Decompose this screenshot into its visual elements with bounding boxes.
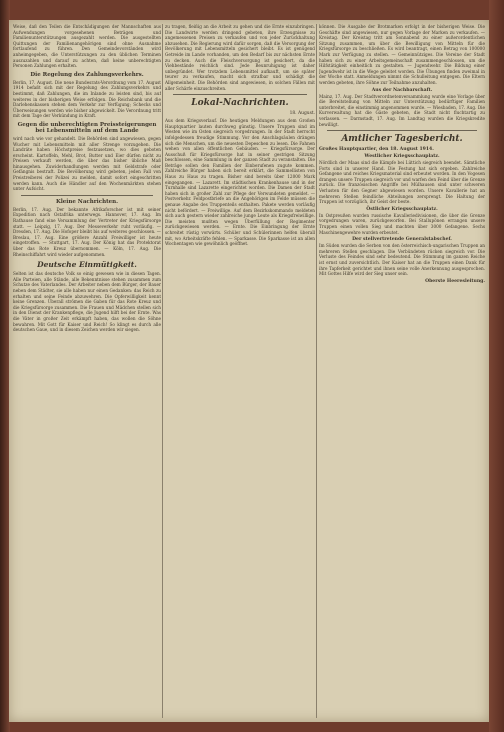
- report-dateline: Großes Hauptquartier, den 18. August 1914.: [319, 147, 434, 153]
- column-1: [13, 24, 161, 718]
- headline-short-news: Kleine Nachrichten.: [55, 198, 119, 205]
- column-rule: [316, 24, 317, 718]
- headline-local-news: Lokal-Nachrichten.: [191, 98, 289, 109]
- column-2: [165, 24, 315, 718]
- headline-official-report: Amtlicher Tagesbericht.: [341, 134, 463, 145]
- divider: [21, 195, 153, 196]
- local-news-date: 18. August.: [289, 111, 315, 117]
- headline-eastern-front: Östlicher Kriegsschauplatz.: [366, 206, 438, 212]
- headline-price-increases: Gegen die unberechtigten Preissteigerungen bei Lebensmitteln auf dem Lande: [17, 121, 157, 134]
- headline-german-unity: Deutsche Einmütigkeit.: [37, 260, 137, 270]
- column-1-paragraph-4: Berlin, 17. Aug. Der bekannte Afrikaforscher ist mit seiner Expedition nach Ostafrika unterwegs. Hannover, 17. Aug. Im Rathause fand eine Versammlung der Vertreter der Kriegsfürsorge statt. — Leipzig, 17. Aug. Der Messeverkehr ruht vorläufig. — Dresden, 17. Aug. Die Hofoper bleibt bis auf weiteres geschlossen. — Breslau, 17. Aug. Eine größere Anzahl Freiwilliger ist heute eingetroffen. — Stuttgart, 17. Aug. Der König hat das Protektorat über das Rote Kreuz übernommen. — Köln, 17. Aug. Die Rheinschiffahrt wird wieder aufgenommen.: [13, 206, 161, 257]
- column-3-paragraph-4: In Ostpreußen wurden russische Kavalleriedivisionen, die über die Grenze vorgedrungen waren, zurückgeworfen. Bei Stallupönen errangen unsere Truppen einen vollen Sieg und machten über 3000 Gefangene. Sechs Maschinengewehre wurden erbeutet.: [319, 212, 485, 235]
- column-1-paragraph-2: Berlin, 17. August. Die neue Bundesrats-Verordnung vom 17. August 1914 befaßt sich mit der Regelung des Zahlungsverkehrs und bestimmt, daß Zahlungen, die im Inlande zu leisten sind, bis auf weiteres in der bisherigen Weise erfolgen. Die Reichsbank und die Darlehenskassen stehen dem Verkehr zur Verfügung; Schecks und Überweisungen werden wie bisher abgewickelt. Die Verordnung tritt mit dem Tage der Verkündung in Kraft.: [13, 79, 161, 119]
- column-3-paragraph-3: Nördlich der Maas sind die Kämpfe bei Lüttich siegreich beendet. Sämtliche Forts sind in unserer Hand. Die Festung hat sich ergeben. Zahlreiche Gefangene und reiches Kriegsmaterial sind erbeutet worden. In den Vogesen drangen unsere Truppen siegreich vor und warfen den Feind über die Grenze zurück. Die französischen Angriffe bei Mülhausen sind unter schweren Verlusten für den Gegner abgewiesen worden. Unsere Kavallerie hat an mehreren Stellen feindliche Abteilungen zersprengt. Die Haltung der Truppen ist vorzüglich, ihr Geist der beste.: [319, 160, 485, 205]
- newspaper-page: [9, 20, 489, 722]
- column-3-paragraph-2: Mainz, 17. Aug. Der Stadtverordnetenversammlung wurde eine Vorlage über die Bereitstellung von Mitteln zur Unterstützung bedürftiger Familien unterbreitet, die einstimmig angenommen wurde. — Wiesbaden, 17. Aug. Die Kurverwaltung hat die Gäste gebeten, die Stadt nicht fluchtartig zu verlassen. — Darmstadt, 17. Aug. Im Landtag wurden die Kriegskredite bewilligt.: [319, 93, 485, 127]
- column-1-paragraph-3: wird nach wie vor gehandelt. Die Behörden sind angewiesen, gegen Wucher mit Lebensmitteln mit aller Strenge vorzugehen. Die Landräte haben Höchstpreise festzusetzen, wo dies geboten erscheint. Kartoffeln, Mehl, Brot, Butter und Eier dürfen nicht zu Preisen verkauft werden, die über das bisher übliche Maß hinausgehen. Zuwiderhandlungen werden mit Geldstrafe oder Gefängnis bestraft. Die Bevölkerung wird gebeten, jeden Fall von Preistreiberei der Polizei zu melden, damit sofort eingeschritten werden kann. Auch die Händler auf den Wochenmärkten stehen unter Aufsicht.: [13, 135, 161, 192]
- headline-general-staff: Der stellvertretende Generalstabschef.: [352, 237, 452, 243]
- column-1-paragraph-1: Weise, daß den Teilen die Entschädigungen der Mannschaften aus Aufwendungen vorgesehenen Beträgen und Familienunterstützungen ausgezahlt werden. Die ausgestellten Quittungen der Familienangehörigen sind ohne Ausnahme fortlaufend zu führen. Den Gemeindevorständen wird anheimgegeben, die Unterstützungen zu den üblichen Terminen auszuzahlen und darauf zu achten, daß keine unberechtigten Personen Zahlungen erhalten.: [13, 24, 161, 69]
- column-2-paragraph-1: zu tragen, fleißig an die Arbeit zu gehen und die Ernte einzubringen. Die Landwirte werden dringend gebeten, ihre Erzeugnisse zu angemessenen Preisen zu verkaufen und von jeder Zurückhaltung abzusehen. Die Regierung wird dafür sorgen, daß die Versorgung der Bevölkerung mit Lebensmitteln gesichert bleibt. Es ist genügend Getreide im Lande vorhanden, um den Bedarf bis zur nächsten Ernte zu decken. Auch die Fleischversorgung ist gesichert, da die Viehbestände reichlich sind. Jede Beunruhigung ist daher unbegründet. Wer trotzdem Lebensmittel aufkauft, um sie später teurer zu verkaufen, macht sich strafbar und schädigt die Allgemeinheit. Die Behörden sind angewiesen, in solchen Fällen mit aller Schärfe einzuschreiten.: [165, 24, 315, 91]
- column-2-paragraph-2: Aus dem Kriegsverlauf. Die heutigen Meldungen aus dem Großen Hauptquartier lauten durchweg günstig. Unsere Truppen sind im Westen wie im Osten siegreich vorgedrungen. In der Stadt herrscht infolgedessen freudige Stimmung. Vor den Anschlagsäulen drängen sich die Menschen, um die neuesten Depeschen zu lesen. Die Fahnen wehen von allen öffentlichen Gebäuden. — Kriegsfürsorge. Der Ausschuß für Kriegsfürsorge hat in seiner gestrigen Sitzung beschlossen, eine Sammlung in der ganzen Stadt zu veranstalten. Die Beträge sollen den Familien der Einberufenen zugute kommen. Zahlreiche Bürger haben sich bereit erklärt, die Sammellisten von Haus zu Haus zu tragen. Bisher sind bereits über 12000 Mark eingegangen. — Lazarett. Im städtischen Krankenhause und in der Turnhalle sind Lazarette eingerichtet worden. Die Damen der Stadt haben sich in großer Zahl zur Pflege der Verwundeten gemeldet. — Postverkehr. Feldpostbriefe an die Angehörigen im Felde müssen die genaue Angabe des Truppenteils enthalten. Pakete werden vorläufig nicht befördert. — Freiwillige. Auf dem Bezirkskommando meldeten sich auch gestern wieder zahlreiche junge Leute als Kriegsfreiwillige. Die meisten mußten wegen Überfüllung der Regimenter zurückgewiesen werden. — Ernte. Die Einbringung der Ernte schreitet rüstig vorwärts. Schüler und Schülerinnen helfen überall mit, wo Arbeitskräfte fehlen. — Sparkasse. Die Sparkasse ist an allen Wochentagen wie gewöhnlich geöffnet.: [165, 118, 315, 247]
- signature-army-command: Oberste Heeresleitung.: [425, 278, 485, 284]
- headline-western-front: Westlicher Kriegsschauplatz.: [364, 154, 440, 160]
- column-rule: [162, 24, 163, 718]
- headline-neighbourhood: Aus der Nachbarschaft.: [371, 87, 433, 93]
- column-3: [319, 24, 485, 718]
- column-3-paragraph-1: können. Die Ausgabe der Brotmarken erfolgt in der bisherigen Weise. Die Geschäfte sind angewiesen, nur gegen Vorlage der Marken zu verkaufen. — Kreistag. Der Kreistag tritt am Sonnabend zu einer außerordentlichen Sitzung zusammen, um über die Bewilligung von Mitteln für die Kriegsfürsorge zu beschließen. Es wird beantragt, einen Betrag von 100000 Mark zur Verfügung zu stellen. — Gemeinnütziges. Die Vereine der Stadt haben sich zu einer Arbeitsgemeinschaft zusammengeschlossen, um die Hilfstätigkeit einheitlich zu gestalten. — Jugendwehr. Die Bildung einer Jugendwehr ist in die Wege geleitet worden. Die Übungen finden zweimal in der Woche statt. Anmeldungen nimmt die Schulleitung entgegen. Die Eltern werden gebeten, ihre Söhne zur Teilnahme anzuhalten.: [319, 24, 485, 85]
- column-3-paragraph-5: Im Süden wurden die Serben von den österreichisch-ungarischen Truppen an mehreren Stellen geschlagen. Die Verbündeten rücken siegreich vor. Die Verluste des Feindes sind sehr bedeutend. Die Stimmung im ganzen Reiche ist ernst und zuversichtlich. Der Kaiser hat an die Truppen einen Dank für ihre Tapferkeit gerichtet und ihnen seine volle Anerkennung ausgesprochen. Mit Gottes Hilfe wird der Sieg unser sein.: [319, 243, 485, 277]
- divider: [327, 130, 477, 131]
- page-edge: [489, 0, 504, 732]
- column-1-paragraph-5: Selten ist das deutsche Volk so einig gewesen wie in diesen Tagen. Alle Parteien, alle Stände, alle Bekenntnisse stehen zusammen zum Schutze des Vaterlandes. Der Arbeiter neben dem Bürger, der Bauer neben dem Städter, sie alle haben nur einen Gedanken: das Reich zu erhalten und seine Feinde abzuwehren. Die Opferwilligkeit kennt keine Grenzen. Überall strömen die Gaben für das Rote Kreuz und die Kriegsfürsorge zusammen. Die Frauen und Mädchen stellen sich in den Dienst der Krankenpflege, die Jugend hilft bei der Ernte. Was die Väter in großer Zeit erkämpft haben, das wollen die Söhne bewahren. Mit Gott für Kaiser und Reich! So klingt es durch alle deutschen Gaue, und in diesem Zeichen werden wir siegen.: [13, 271, 161, 333]
- divider: [173, 94, 307, 95]
- headline-payment-regulation: Die Regelung des Zahlungsverkehrs.: [30, 71, 144, 78]
